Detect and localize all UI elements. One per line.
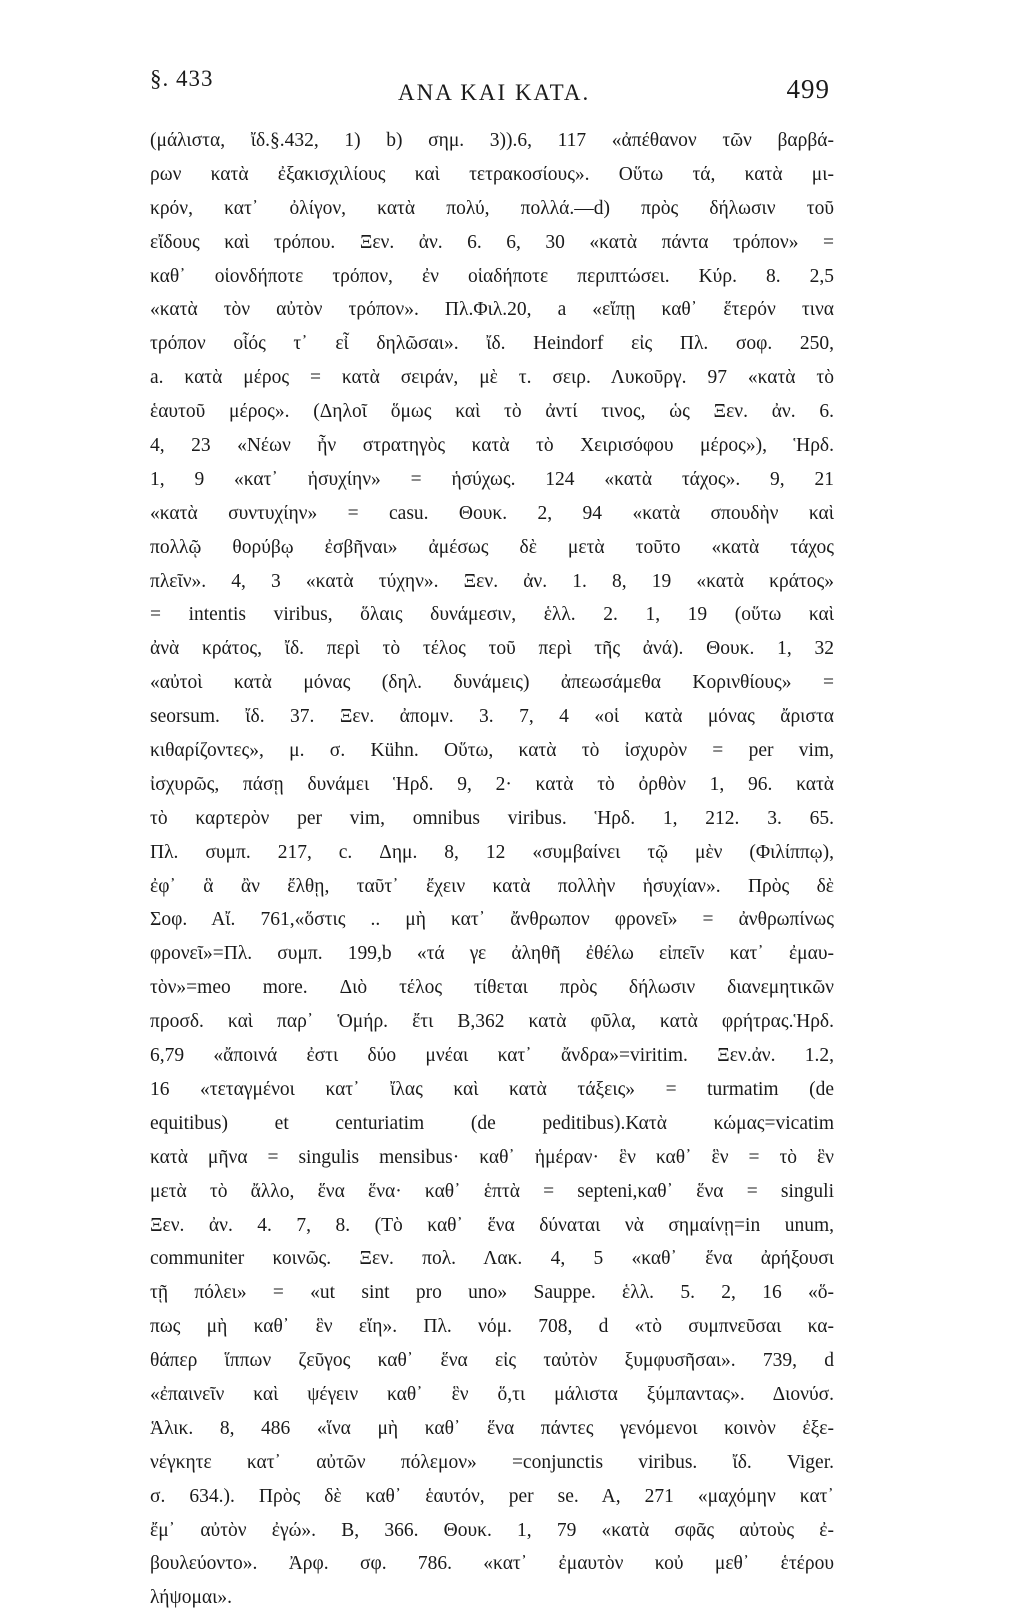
text-line: seorsum. ἴδ. 37. Ξεν. ἀπομν. 3. 7, 4 «οἱ κατὰ μόνας ἄριστα [150, 706, 834, 728]
text-line: κιθαρίζοντες», μ. σ. Kühn. Οὕτω, κατὰ τὸ ἰσχυρὸν = per vim, [150, 740, 834, 762]
text-line: Ἁλικ. 8, 486 «ἵνα μὴ καθ᾽ ἕνα πάντες γενόμενοι κοινὸν ἐξε- [150, 1417, 834, 1439]
text-line: εἴδους καὶ τρόπου. Ξεν. ἀν. 6. 6, 30 «κατὰ πάντα τρόπον» = [150, 231, 834, 253]
text-line: ἰσχυρῶς, πάσῃ δυνάμει Ἡρδ. 9, 2· κατὰ τὸ ὀρθὸν 1, 96. κατὰ [150, 773, 834, 795]
text-line: τὸν»=meo more. Διὸ τέλος τίθεται πρὸς δήλωσιν διανεμητικῶν [150, 977, 834, 999]
text-line: τὸ καρτερὸν per vim, omnibus viribus. Ἡρδ. 1, 212. 3. 65. [150, 807, 834, 829]
text-line: equitibus) et centuriatim (de peditibus).Κατὰ κώμας=vicatim [150, 1112, 834, 1134]
text-line: Ξεν. ἀν. 4. 7, 8. (Τὸ καθ᾽ ἕνα δύναται νὰ σημαίνῃ=in unum, [150, 1214, 834, 1236]
text-line: 4, 23 «Νέων ἦν στρατηγὸς κατὰ τὸ Χειρισόφου μέρος»), Ἡρδ. [150, 435, 834, 457]
text-line: κρόν, κατ᾽ ὀλίγον, κατὰ πολύ, πολλά.—d) πρὸς δήλωσιν τοῦ [150, 197, 834, 219]
text-line: ἀνὰ κράτος, ἴδ. περὶ τὸ τέλος τοῦ περὶ τῆς ἀνά). Θουκ. 1, 32 [150, 638, 834, 660]
text-line: τῇ πόλει» = «ut sint pro uno» Sauppe. ἑλλ. 5. 2, 16 «ὅ- [150, 1282, 834, 1304]
text-line: πως μὴ καθ᾽ ἓν εἴη». Πλ. νόμ. 708, d «τὸ συμπνεῦσαι κα- [150, 1316, 834, 1338]
text-line: ἑαυτοῦ μέρος». (Δηλοῖ ὅμως καὶ τὸ ἀντί τινος, ὡς Ξεν. ἀν. 6. [150, 401, 834, 423]
text-line: προσδ. καὶ παρ᾽ Ὁμήρ. ἔτι B,362 κατὰ φῦλα, κατὰ φρήτρας.Ἡρδ. [150, 1011, 834, 1033]
text-line: 1, 9 «κατ᾽ ἡσυχίην» = ἡσύχως. 124 «κατὰ τάχος». 9, 21 [150, 468, 834, 490]
text-line: (μάλιστα, ἴδ.§.432, 1) b) σημ. 3)).6, 117 «ἀπέθανον τῶν βαρβά- [150, 130, 834, 151]
section-number: §. 433 [150, 66, 214, 91]
body-text [150, 124, 834, 1615]
text-line: «κατὰ τὸν αὐτὸν τρόπον». Πλ.Φιλ.20, a «εἴπῃ καθ᾽ ἕτερόν τινα [150, 299, 834, 321]
text-line: «ἐπαινεῖν καὶ ψέγειν καθ᾽ ἓν ὅ,τι μάλιστα ξύμπαντας». Διονύσ. [150, 1383, 834, 1405]
running-title: ΑΝΑ ΚΑΙ ΚΑΤΑ. [398, 80, 591, 105]
text-line: πλεῖν». 4, 3 «κατὰ τύχην». Ξεν. ἀν. 1. 8, 19 «κατὰ κράτος» [150, 570, 834, 592]
text-line: 16 «τεταγμένοι κατ᾽ ἴλας καὶ κατὰ τάξεις» = turmatim (de [150, 1078, 834, 1100]
page-number: 499 [786, 74, 830, 104]
text-line: καθ᾽ οἱονδήποτε τρόπον, ἐν οἱαδήποτε περιπτώσει. Κύρ. 8. 2,5 [150, 265, 834, 287]
text-line: νέγκητε κατ᾽ αὐτῶν πόλεμον» =conjunctis viribus. ἴδ. Viger. [150, 1451, 834, 1473]
text-line: μετὰ τὸ ἄλλο, ἕνα ἕνα· καθ᾽ ἑπτὰ = septeni,καθ᾽ ἕνα = singuli [150, 1180, 834, 1202]
running-header [150, 66, 830, 116]
text-line: = intentis viribus, ὅλαις δυνάμεσιν, ἑλλ. 2. 1, 19 (οὕτω καὶ [150, 604, 834, 626]
text-line: 6,79 «ἄποινά ἐστι δύο μνέαι κατ᾽ ἄνδρα»=viritim. Ξεν.ἀν. 1.2, [150, 1045, 834, 1067]
text-line: λήψομαι». [150, 1587, 232, 1609]
text-line: a. κατὰ μέρος = κατὰ σειράν, μὲ τ. σειρ. Λυκοῦργ. 97 «κατὰ τὸ [150, 367, 834, 389]
text-line: κατὰ μῆνα = singulis mensibus· καθ᾽ ἡμέραν· ἓν καθ᾽ ἓν = τὸ ἓν [150, 1146, 834, 1168]
text-line: ἔμ᾽ αὐτὸν ἐγώ». B, 366. Θουκ. 1, 79 «κατὰ σφᾶς αὐτοὺς ἐ- [150, 1519, 834, 1541]
text-line: πολλῷ θορύβῳ ἐσβῆναι» ἀμέσως δὲ μετὰ τοῦτο «κατὰ τάχος [150, 536, 834, 558]
text-line: «αὐτοὶ κατὰ μόνας (δηλ. δυνάμεις) ἀπεωσάμεθα Κορινθίους» = [150, 672, 834, 694]
text-line: ρων κατὰ ἐξακισχιλίους καὶ τετρακοσίους». Οὕτω τά, κατὰ μι- [150, 163, 834, 185]
text-line: «κατὰ συντυχίην» = casu. Θουκ. 2, 94 «κατὰ σπουδὴν καὶ [150, 502, 834, 524]
text-line: βουλεύοντο». Ἀρφ. σφ. 786. «κατ᾽ ἐμαυτὸν κοὐ μεθ᾽ ἑτέρου [150, 1553, 834, 1575]
text-line: ἐφ᾽ ἃ ἂν ἔλθῃ, ταῦτ᾽ ἔχειν κατὰ πολλὴν ἡσυχίαν». Πρὸς δὲ [150, 875, 834, 897]
text-line: Πλ. συμπ. 217, c. Δημ. 8, 12 «συμβαίνει τῷ μὲν (Φιλίππῳ), [150, 841, 834, 863]
text-line: θάπερ ἵππων ζεῦγος καθ᾽ ἕνα εἰς ταὐτὸν ξυμφυσῆσαι». 739, d [150, 1350, 834, 1372]
text-line: Σοφ. Αἴ. 761,«ὅστις .. μὴ κατ᾽ ἄνθρωπον φρονεῖ» = ἀνθρωπίνως [150, 909, 834, 931]
text-line: φρονεῖ»=Πλ. συμπ. 199,b «τά γε ἀληθῆ ἐθέλω εἰπεῖν κατ᾽ ἐμαυ- [150, 943, 834, 965]
text-line: σ. 634.). Πρὸς δὲ καθ᾽ ἑαυτόν, per se. A, 271 «μαχόμην κατ᾽ [150, 1485, 834, 1507]
text-line: τρόπον οἷός τ᾽ εἶ δηλῶσαι». ἴδ. Heindorf εἰς Πλ. σοφ. 250, [150, 333, 834, 355]
text-line: communiter κοινῶς. Ξεν. πολ. Λακ. 4, 5 «καθ᾽ ἕνα ἀρήξουσι [150, 1248, 834, 1270]
